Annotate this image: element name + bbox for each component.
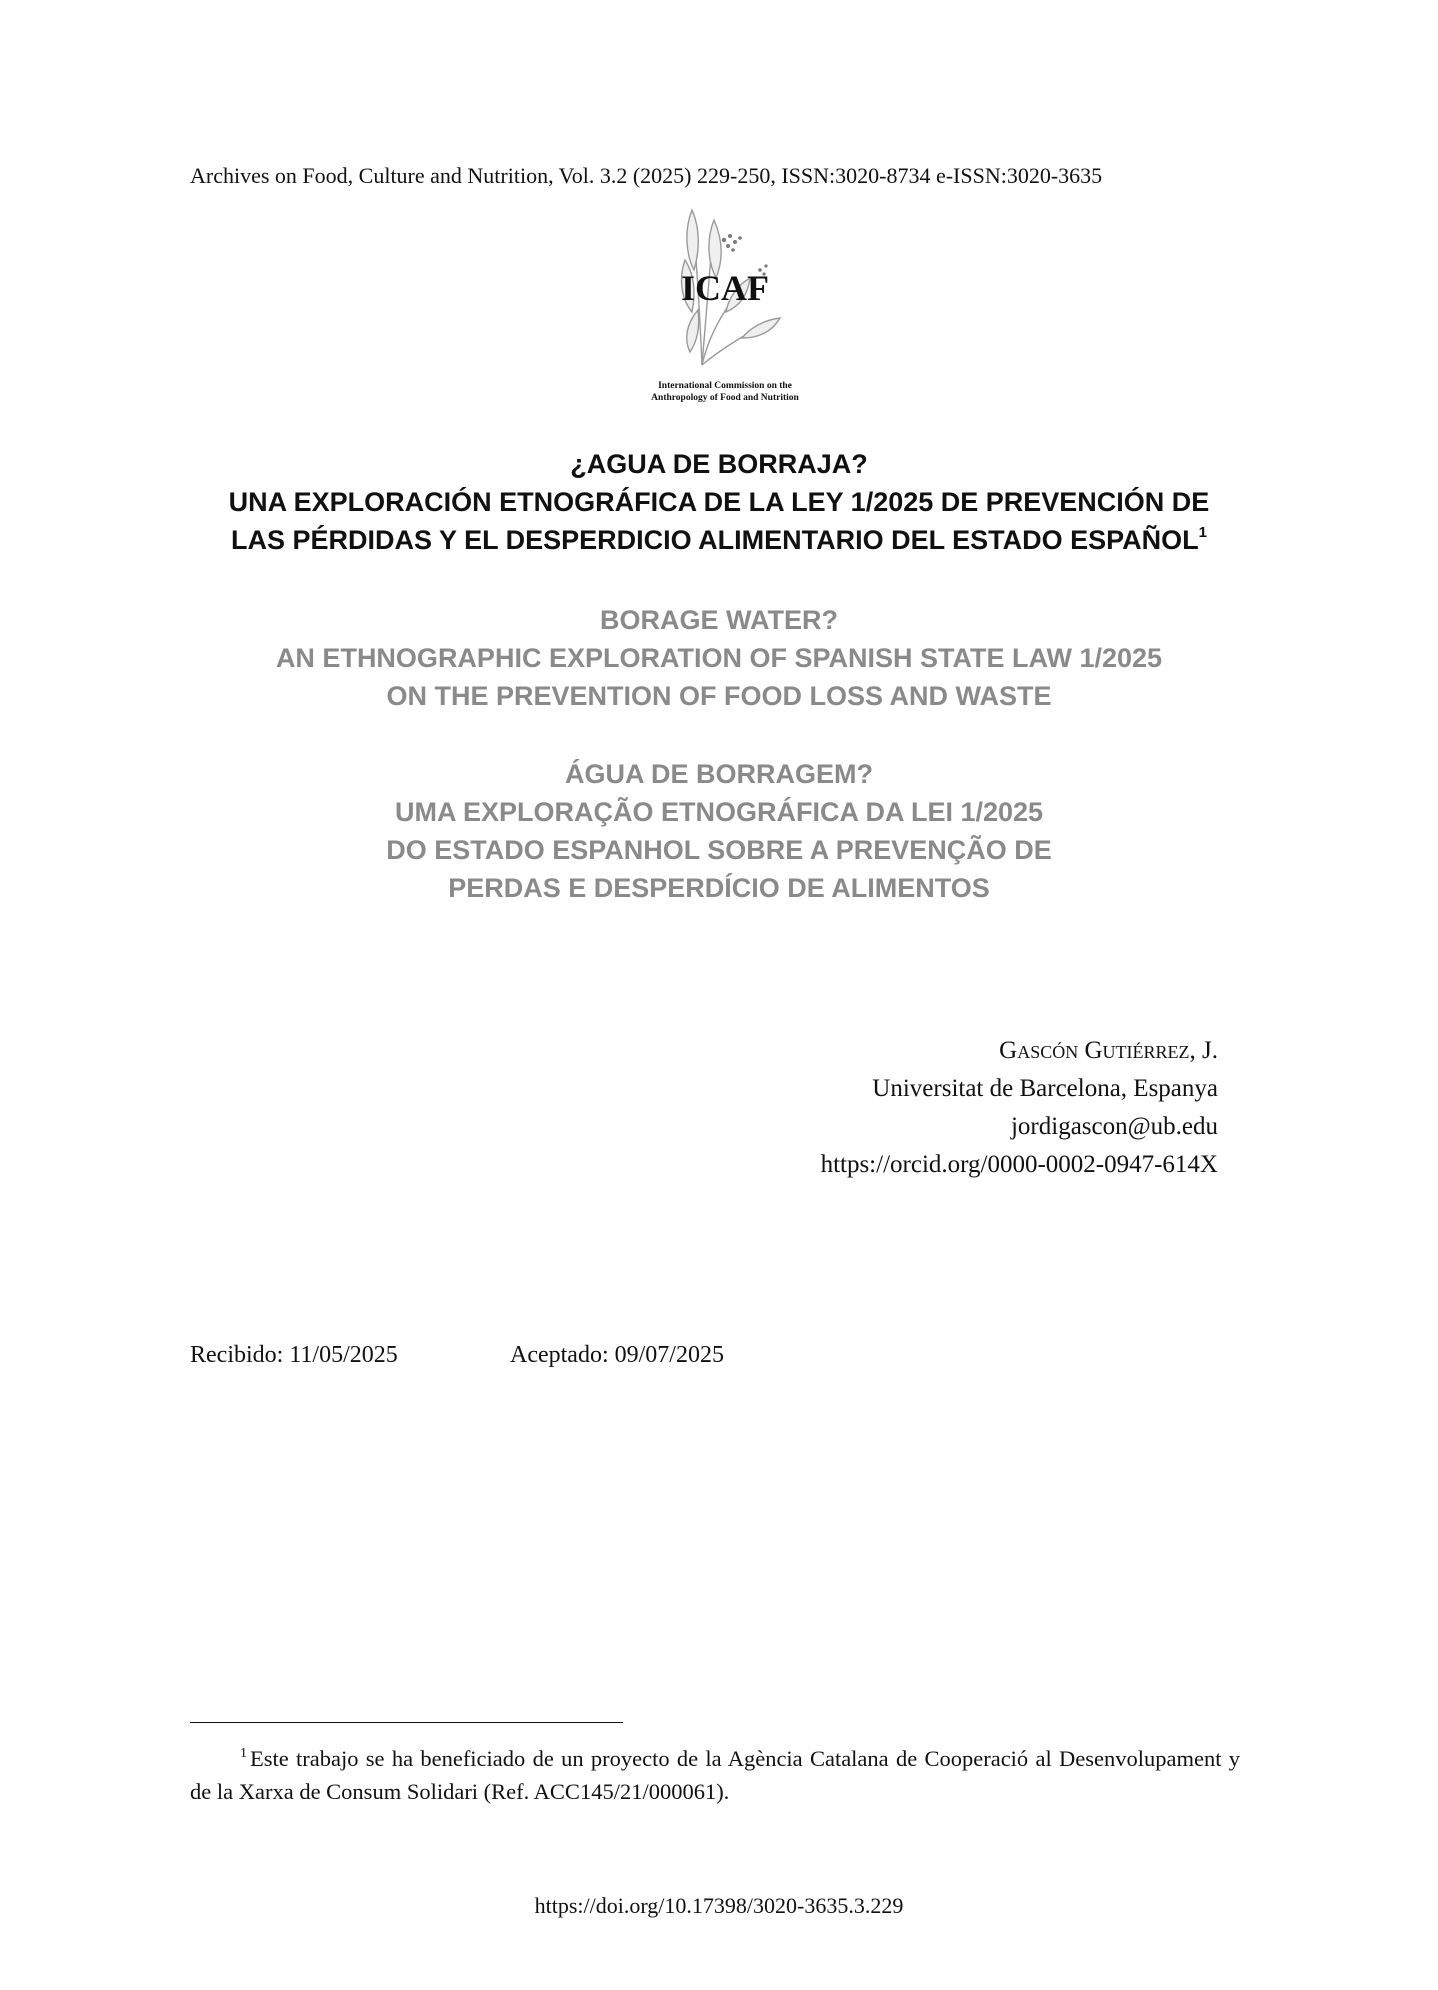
title-english [0, 601, 1438, 715]
author-block [600, 1032, 1218, 1184]
title-es-line3-wrap [0, 521, 1438, 559]
title-en-line3: ON THE PREVENTION OF FOOD LOSS AND WASTE [386, 681, 1052, 711]
author-email[interactable]: jordigascon@ub.edu [1010, 1113, 1218, 1140]
accepted-date: Aceptado: 09/07/2025 [510, 1342, 724, 1368]
title-pt-line2: UMA EXPLORAÇÃO ETNOGRÁFICA DA LEI 1/2025 [394, 797, 1044, 827]
author-affiliation: Universitat de Barcelona, Espanya [872, 1075, 1218, 1102]
icaf-acronym: ICAF [681, 268, 769, 308]
plant-illustration-icon [640, 200, 810, 370]
footnote-marker: 1 [240, 1746, 247, 1761]
doi-link[interactable]: https://doi.org/10.17398/3020-3635.3.229 [534, 1893, 904, 1918]
title-en-line2: AN ETHNOGRAPHIC EXPLORATION OF SPANISH STATE LAW 1/2025 [275, 643, 1163, 673]
title-en-line1: BORAGE WATER? [600, 605, 838, 635]
title-portuguese [0, 755, 1438, 907]
author-name: Gascón Gutiérrez [999, 1037, 1190, 1064]
received-date: Recibido: 11/05/2025 [190, 1342, 398, 1368]
author-name-line [600, 1032, 1218, 1070]
logo-caption [640, 380, 810, 404]
author-orcid[interactable]: https://orcid.org/0000-0002-0947-614X [820, 1151, 1218, 1178]
footnote-divider [190, 1722, 623, 1723]
journal-citation: Archives on Food, Culture and Nutrition, Vol. 3.2 (2025) 229-250, ISSN:3020-8734 e-ISSN:3020-3635 [190, 163, 1103, 188]
title-pt-line1: ÁGUA DE BORRAGEM? [565, 759, 873, 789]
title-pt-line4: PERDAS E DESPERDÍCIO DE ALIMENTOS [448, 873, 990, 903]
icaf-logo [640, 200, 810, 415]
footnote-text: Este trabajo se ha beneficiado de un proyecto de la Agència Catalana de Cooperació al Desenvolupament y de la Xarxa de Consum Solidari (Ref. ACC145/21/000061). [190, 1746, 1240, 1804]
logo-caption-line2: Anthropology of Food and Nutrition [651, 393, 799, 403]
title-es-line1: ¿AGUA DE BORRAJA? [570, 449, 868, 479]
author-initial: , J. [1189, 1037, 1218, 1064]
title-pt-line3: DO ESTADO ESPANHOL SOBRE A PREVENÇÃO DE [386, 835, 1052, 865]
title-es-line2: UNA EXPLORACIÓN ETNOGRÁFICA DE LA LEY 1/2025 DE PREVENCIÓN DE [228, 487, 1210, 517]
logo-caption-line1: International Commission on the [658, 381, 792, 391]
title-es-line3: LAS PÉRDIDAS Y EL DESPERDICIO ALIMENTARIO DEL ESTADO ESPAÑOL [231, 525, 1199, 555]
title-footnote-marker[interactable]: 1 [1198, 524, 1207, 541]
title-spanish [0, 445, 1438, 559]
footnote [190, 1742, 1240, 1808]
